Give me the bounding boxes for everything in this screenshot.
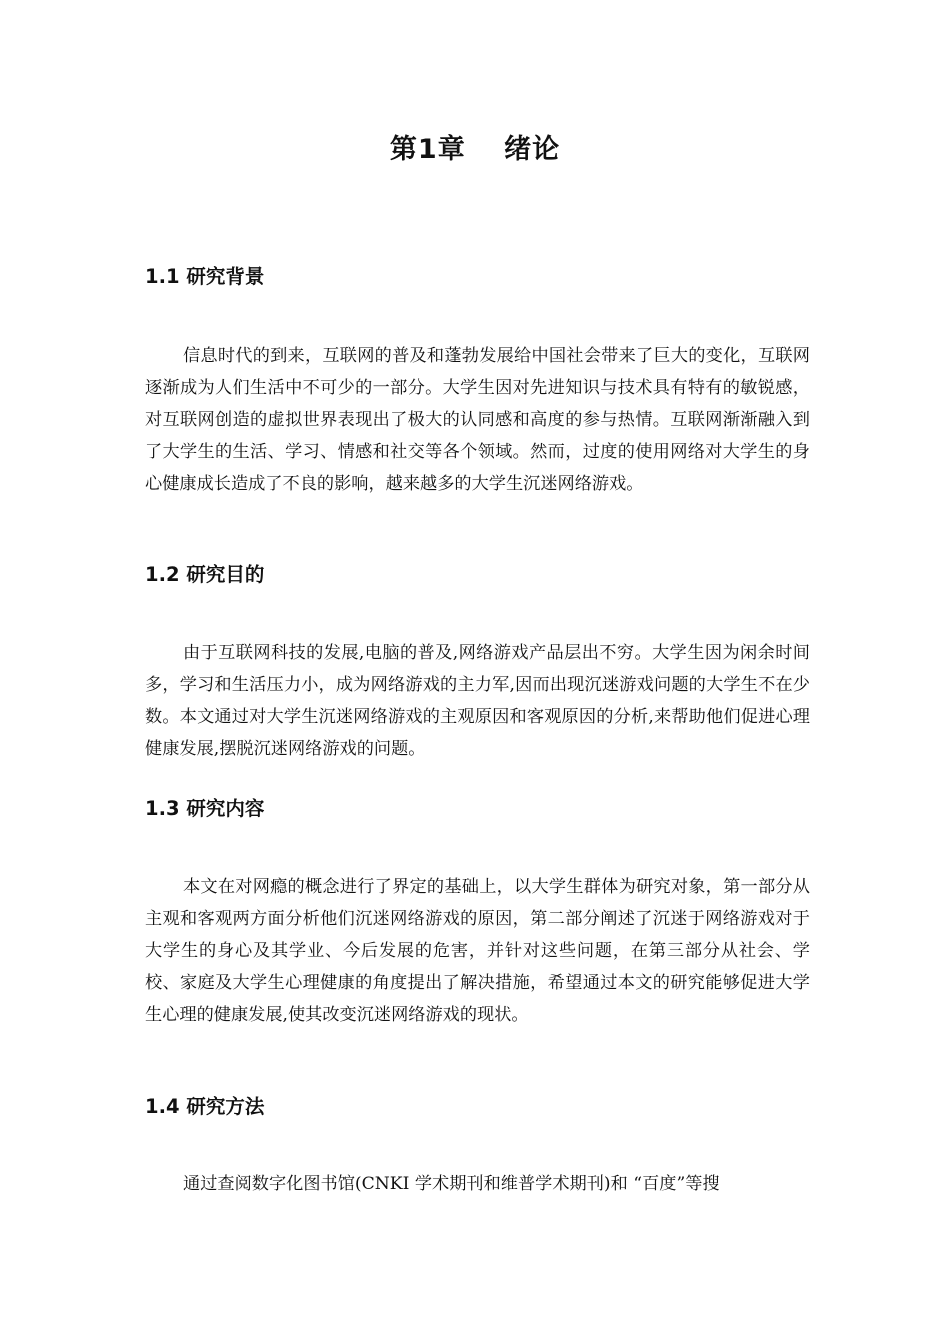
section-heading-purpose: 1.2 研究目的 [145, 563, 265, 586]
section-heading-background: 1.1 研究背景 [145, 265, 265, 288]
section-paragraph-purpose: 由于互联网科技的发展,电脑的普及,网络游戏产品层出不穷。大学生因为闲余时间多，学习和生活压力小，成为网络游戏的主力军,因而出现沉迷游戏问题的大学生不在少数。本文通过对大学生沉迷网络游戏的主观原因和客观原因的分析,来帮助他们促进心理健康发展,摆脱沉迷网络游戏的问题。 [145, 643, 810, 759]
chapter-title: 第1章 绪论 [389, 134, 561, 165]
section-paragraph-method: 通过查阅数字化图书馆(CNKI 学术期刊和维普学术期刊)和 “百度”等搜 [183, 1174, 720, 1194]
section-paragraph-background: 信息时代的到来，互联网的普及和蓬勃发展给中国社会带来了巨大的变化，互联网逐渐成为人们生活中不可少的一部分。大学生因对先进知识与技术具有特有的敏锐感，对互联网创造的虚拟世界表现出了极大的认同感和高度的参与热情。互联网渐渐融入到了大学生的生活、学习、情感和社交等各个领域。然而，过度的使用网络对大学生的身心健康成长造成了不良的影响，越来越多的大学生沉迷网络游戏。 [145, 346, 810, 494]
section-heading-content: 1.3 研究内容 [145, 797, 265, 820]
section-heading-method: 1.4 研究方法 [145, 1095, 265, 1118]
section-paragraph-content: 本文在对网瘾的概念进行了界定的基础上，以大学生群体为研究对象，第一部分从主观和客观两方面分析他们沉迷网络游戏的原因，第二部分阐述了沉迷于网络游戏对于大学生的身心及其学业、今后发展的危害，并针对这些问题，在第三部分从社会、学校、家庭及大学生心理健康的角度提出了解决措施，希望通过本文的研究能够促进大学生心理的健康发展,使其改变沉迷网络游戏的现状。 [145, 877, 810, 1025]
